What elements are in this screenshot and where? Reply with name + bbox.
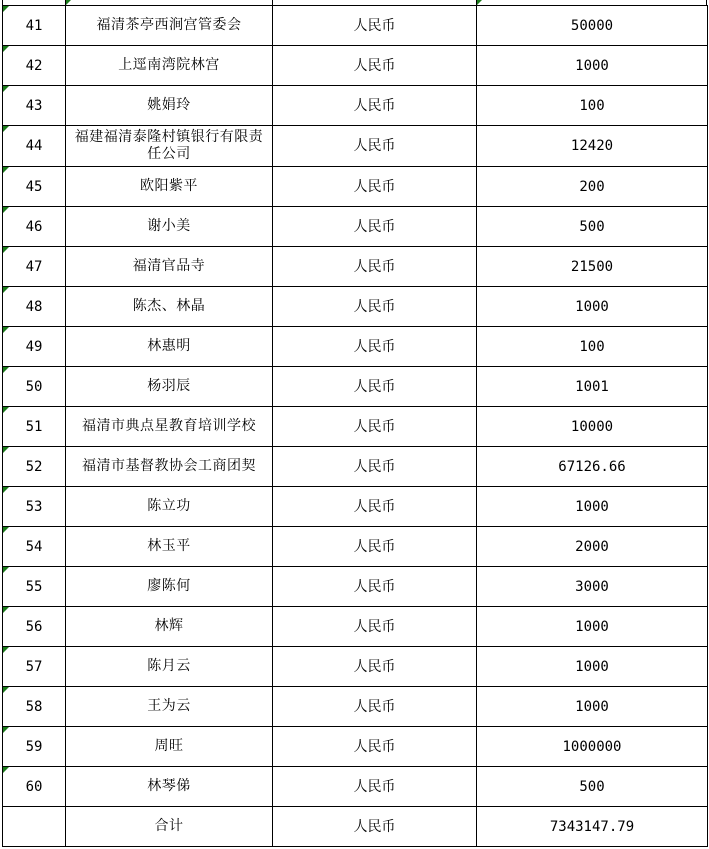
- row-number-text: 59: [25, 738, 43, 755]
- currency-cell[interactable]: [273, 327, 477, 367]
- currency-text: 人民币: [353, 17, 396, 34]
- donor-name-text: 林惠明: [147, 338, 191, 354]
- currency-cell[interactable]: [273, 647, 477, 687]
- amount-text: 200: [579, 178, 605, 195]
- currency-text: 人民币: [353, 97, 396, 114]
- row-number-cell[interactable]: [3, 607, 66, 647]
- currency-text: 人民币: [353, 578, 396, 595]
- donor-name-cell[interactable]: [66, 407, 273, 447]
- donor-name-cell[interactable]: [66, 327, 273, 367]
- currency-cell[interactable]: [273, 607, 477, 647]
- currency-text: 人民币: [353, 258, 396, 275]
- cell-marker: [3, 767, 9, 773]
- amount-cell[interactable]: [477, 126, 708, 167]
- table-row: [3, 327, 708, 367]
- table-row: [3, 447, 708, 487]
- amount-cell[interactable]: [477, 567, 708, 607]
- row-number-cell[interactable]: [3, 527, 66, 567]
- amount-text: 10000: [570, 418, 614, 435]
- row-number-text: 50: [25, 378, 43, 395]
- cell-marker: [3, 287, 9, 293]
- table-row: [3, 126, 708, 167]
- amount-cell[interactable]: [477, 367, 708, 407]
- amount-cell[interactable]: [477, 6, 708, 46]
- row-number-cell[interactable]: [3, 487, 66, 527]
- row-number-cell[interactable]: [3, 6, 66, 46]
- table-row: [3, 207, 708, 247]
- donor-name-text: 陈月云: [147, 658, 191, 674]
- amount-text: 1000: [575, 498, 609, 515]
- donor-name-text: 欧阳紫平: [140, 178, 198, 194]
- donor-name-cell[interactable]: [66, 487, 273, 527]
- currency-cell[interactable]: [273, 727, 477, 767]
- donor-name-text: 林琴俤: [147, 778, 191, 794]
- donor-name-cell[interactable]: [66, 767, 273, 807]
- donor-name-cell[interactable]: [66, 807, 273, 847]
- table-row: [3, 567, 708, 607]
- table-row: [3, 687, 708, 727]
- amount-cell[interactable]: [477, 327, 708, 367]
- currency-text: 人民币: [353, 138, 396, 154]
- currency-text: 人民币: [353, 498, 396, 515]
- row-number-text: 52: [25, 458, 43, 475]
- currency-text: 人民币: [353, 218, 396, 235]
- donor-name-cell[interactable]: [66, 46, 273, 86]
- donor-name-cell[interactable]: [66, 126, 273, 167]
- row-number-text: 57: [25, 658, 43, 675]
- cell-marker: [3, 567, 9, 573]
- donor-name-text: 合计: [154, 818, 184, 834]
- cell-marker: [3, 527, 9, 533]
- currency-text: 人民币: [353, 298, 396, 315]
- donor-name-text: 廖陈何: [147, 578, 191, 594]
- row-number-cell[interactable]: [3, 727, 66, 767]
- row-number-cell[interactable]: [3, 126, 66, 167]
- amount-text: 1000: [575, 298, 609, 315]
- row-number-cell[interactable]: [3, 647, 66, 687]
- currency-text: 人民币: [353, 618, 396, 635]
- table-row: [3, 247, 708, 287]
- cell-marker: [3, 167, 9, 173]
- amount-text: 50000: [570, 17, 614, 34]
- currency-text: 人民币: [353, 338, 396, 355]
- currency-cell[interactable]: [273, 487, 477, 527]
- row-number-text: 51: [25, 418, 43, 435]
- currency-cell[interactable]: [273, 247, 477, 287]
- cell-marker: [3, 487, 9, 493]
- amount-text: 2000: [575, 538, 609, 555]
- donor-name-text: 林辉: [154, 618, 184, 634]
- currency-text: 人民币: [353, 538, 396, 555]
- row-number-cell[interactable]: [3, 567, 66, 607]
- amount-text: 3000: [575, 578, 609, 595]
- row-number-text: 54: [25, 538, 43, 555]
- row-number-text: 44: [25, 138, 43, 154]
- row-number-text: 46: [25, 218, 43, 235]
- amount-text: 7343147.79: [549, 818, 635, 835]
- row-number-text: 60: [25, 778, 43, 795]
- amount-text: 1000: [575, 57, 609, 74]
- currency-cell[interactable]: [273, 207, 477, 247]
- spreadsheet-table-view: [2, 0, 707, 846]
- row-number-cell[interactable]: [3, 407, 66, 447]
- table-row: [3, 167, 708, 207]
- row-number-cell[interactable]: [3, 247, 66, 287]
- donor-name-cell[interactable]: [66, 607, 273, 647]
- table-row: [3, 527, 708, 567]
- row-number-cell[interactable]: [3, 447, 66, 487]
- amount-text: 100: [579, 97, 605, 114]
- amount-cell[interactable]: [477, 46, 708, 86]
- row-number-text: 41: [25, 17, 43, 34]
- row-number-text: 43: [25, 97, 43, 114]
- cell-marker: [3, 607, 9, 613]
- row-number-text: 48: [25, 298, 43, 315]
- donor-name-text: 陈立功: [147, 498, 191, 514]
- amount-text: 1001: [575, 378, 609, 395]
- amount-cell[interactable]: [477, 447, 708, 487]
- amount-text: 12420: [570, 138, 614, 154]
- currency-text: 人民币: [353, 778, 396, 795]
- table-row: [3, 6, 708, 46]
- table-row: [3, 367, 708, 407]
- amount-cell[interactable]: [477, 247, 708, 287]
- amount-text: 1000: [575, 618, 609, 635]
- row-number-text: 49: [25, 338, 43, 355]
- amount-text: 100: [579, 338, 605, 355]
- donor-name-cell[interactable]: [66, 247, 273, 287]
- amount-cell[interactable]: [477, 647, 708, 687]
- currency-cell[interactable]: [273, 527, 477, 567]
- donor-name-text: 福清市典点星教育培训学校: [82, 418, 256, 434]
- donor-name-cell[interactable]: [66, 207, 273, 247]
- currency-text: 人民币: [353, 458, 396, 475]
- table-row: [3, 86, 708, 126]
- currency-cell[interactable]: [273, 287, 477, 327]
- donor-name-cell[interactable]: [66, 167, 273, 207]
- currency-cell[interactable]: [273, 567, 477, 607]
- currency-cell[interactable]: [273, 46, 477, 86]
- cell-marker: [3, 207, 9, 213]
- table-row: [3, 607, 708, 647]
- currency-text: 人民币: [353, 57, 396, 74]
- row-number-cell[interactable]: [3, 167, 66, 207]
- amount-cell[interactable]: [477, 687, 708, 727]
- currency-cell[interactable]: [273, 167, 477, 207]
- cell-marker: [3, 447, 9, 453]
- donor-name-cell[interactable]: [66, 447, 273, 487]
- amount-cell[interactable]: [477, 167, 708, 207]
- donor-name-cell[interactable]: [66, 567, 273, 607]
- row-number-cell[interactable]: [3, 767, 66, 807]
- amount-cell[interactable]: [477, 287, 708, 327]
- amount-text: 1000: [575, 658, 609, 675]
- donor-name-text: 福清官品寺: [132, 258, 206, 274]
- donor-name-text: 陈杰、林晶: [132, 298, 206, 314]
- currency-text: 人民币: [353, 418, 396, 435]
- donor-name-cell[interactable]: [66, 727, 273, 767]
- currency-text: 人民币: [353, 738, 396, 755]
- total-row: [3, 807, 708, 847]
- cell-marker: [3, 247, 9, 253]
- donor-name-text: 姚娟玲: [147, 97, 191, 113]
- currency-cell[interactable]: [273, 767, 477, 807]
- amount-cell[interactable]: [477, 807, 708, 847]
- donor-name-text: 谢小美: [147, 218, 191, 234]
- table-row: [3, 487, 708, 527]
- donor-name-text: 杨羽辰: [147, 378, 191, 394]
- table-row: [3, 647, 708, 687]
- cell-marker: [3, 367, 9, 373]
- donor-name-text: 上逕南湾院林宫: [118, 57, 220, 73]
- row-number-text: 55: [25, 578, 43, 595]
- table-row: [3, 287, 708, 327]
- row-number-cell[interactable]: [3, 287, 66, 327]
- row-number-text: 42: [25, 57, 43, 74]
- row-number-text: 45: [25, 178, 43, 195]
- amount-cell[interactable]: [477, 727, 708, 767]
- cell-marker: [3, 727, 9, 733]
- donor-name-text: 福清市基督教协会工商团契: [82, 458, 256, 474]
- amount-text: 21500: [570, 258, 614, 275]
- cell-marker: [3, 6, 9, 12]
- cell-marker: [3, 46, 9, 52]
- donor-name-text: 周旺: [154, 738, 184, 754]
- currency-cell[interactable]: [273, 367, 477, 407]
- cell-marker: [3, 327, 9, 333]
- row-number-cell[interactable]: [3, 46, 66, 86]
- currency-cell[interactable]: [273, 447, 477, 487]
- cell-marker: [3, 647, 9, 653]
- cell-marker: [3, 86, 9, 92]
- currency-cell[interactable]: [273, 687, 477, 727]
- currency-text: 人民币: [353, 698, 396, 715]
- row-number-cell[interactable]: [3, 86, 66, 126]
- amount-cell[interactable]: [477, 487, 708, 527]
- amount-text: 500: [579, 778, 605, 795]
- currency-cell[interactable]: [273, 6, 477, 46]
- amount-cell[interactable]: [477, 207, 708, 247]
- amount-cell[interactable]: [477, 767, 708, 807]
- row-number-cell[interactable]: [3, 807, 66, 847]
- donor-name-text: 王为云: [147, 698, 191, 714]
- row-number-cell[interactable]: [3, 207, 66, 247]
- amount-text: 500: [579, 218, 605, 235]
- row-number-text: 53: [25, 498, 43, 515]
- donor-name-cell[interactable]: [66, 6, 273, 46]
- donor-name-text: 林玉平: [147, 538, 191, 554]
- amount-cell[interactable]: [477, 407, 708, 447]
- amount-text: 67126.66: [558, 458, 626, 475]
- amount-cell[interactable]: [477, 527, 708, 567]
- donor-name-cell[interactable]: [66, 527, 273, 567]
- donor-name-cell[interactable]: [66, 647, 273, 687]
- currency-text: 人民币: [353, 818, 396, 835]
- currency-cell[interactable]: [273, 807, 477, 847]
- table-row: [3, 727, 708, 767]
- donor-name-text: 福建福清泰隆村镇银行有限责任公司: [74, 129, 264, 162]
- currency-cell[interactable]: [273, 407, 477, 447]
- currency-text: 人民币: [353, 378, 396, 395]
- row-number-text: 47: [25, 258, 43, 275]
- cell-marker: [3, 126, 9, 132]
- amount-text: 1000000: [562, 738, 622, 755]
- amount-cell[interactable]: [477, 607, 708, 647]
- row-number-text: 58: [25, 698, 43, 715]
- donor-name-cell[interactable]: [66, 687, 273, 727]
- amount-text: 1000: [575, 698, 609, 715]
- donor-name-cell[interactable]: [66, 367, 273, 407]
- currency-cell[interactable]: [273, 86, 477, 126]
- table-row: [3, 46, 708, 86]
- amount-cell[interactable]: [477, 86, 708, 126]
- row-number-cell[interactable]: [3, 367, 66, 407]
- cell-marker: [3, 687, 9, 693]
- currency-cell[interactable]: [273, 126, 477, 167]
- donor-name-text: 福清茶亭西涧宫管委会: [96, 17, 242, 33]
- table-row: [3, 407, 708, 447]
- cell-marker: [3, 407, 9, 413]
- donation-table: [2, 5, 708, 847]
- table-row: [3, 767, 708, 807]
- row-number-text: 56: [25, 618, 43, 635]
- row-number-cell[interactable]: [3, 687, 66, 727]
- currency-text: 人民币: [353, 658, 396, 675]
- row-number-cell[interactable]: [3, 327, 66, 367]
- donor-name-cell[interactable]: [66, 287, 273, 327]
- donor-name-cell[interactable]: [66, 86, 273, 126]
- currency-text: 人民币: [353, 178, 396, 195]
